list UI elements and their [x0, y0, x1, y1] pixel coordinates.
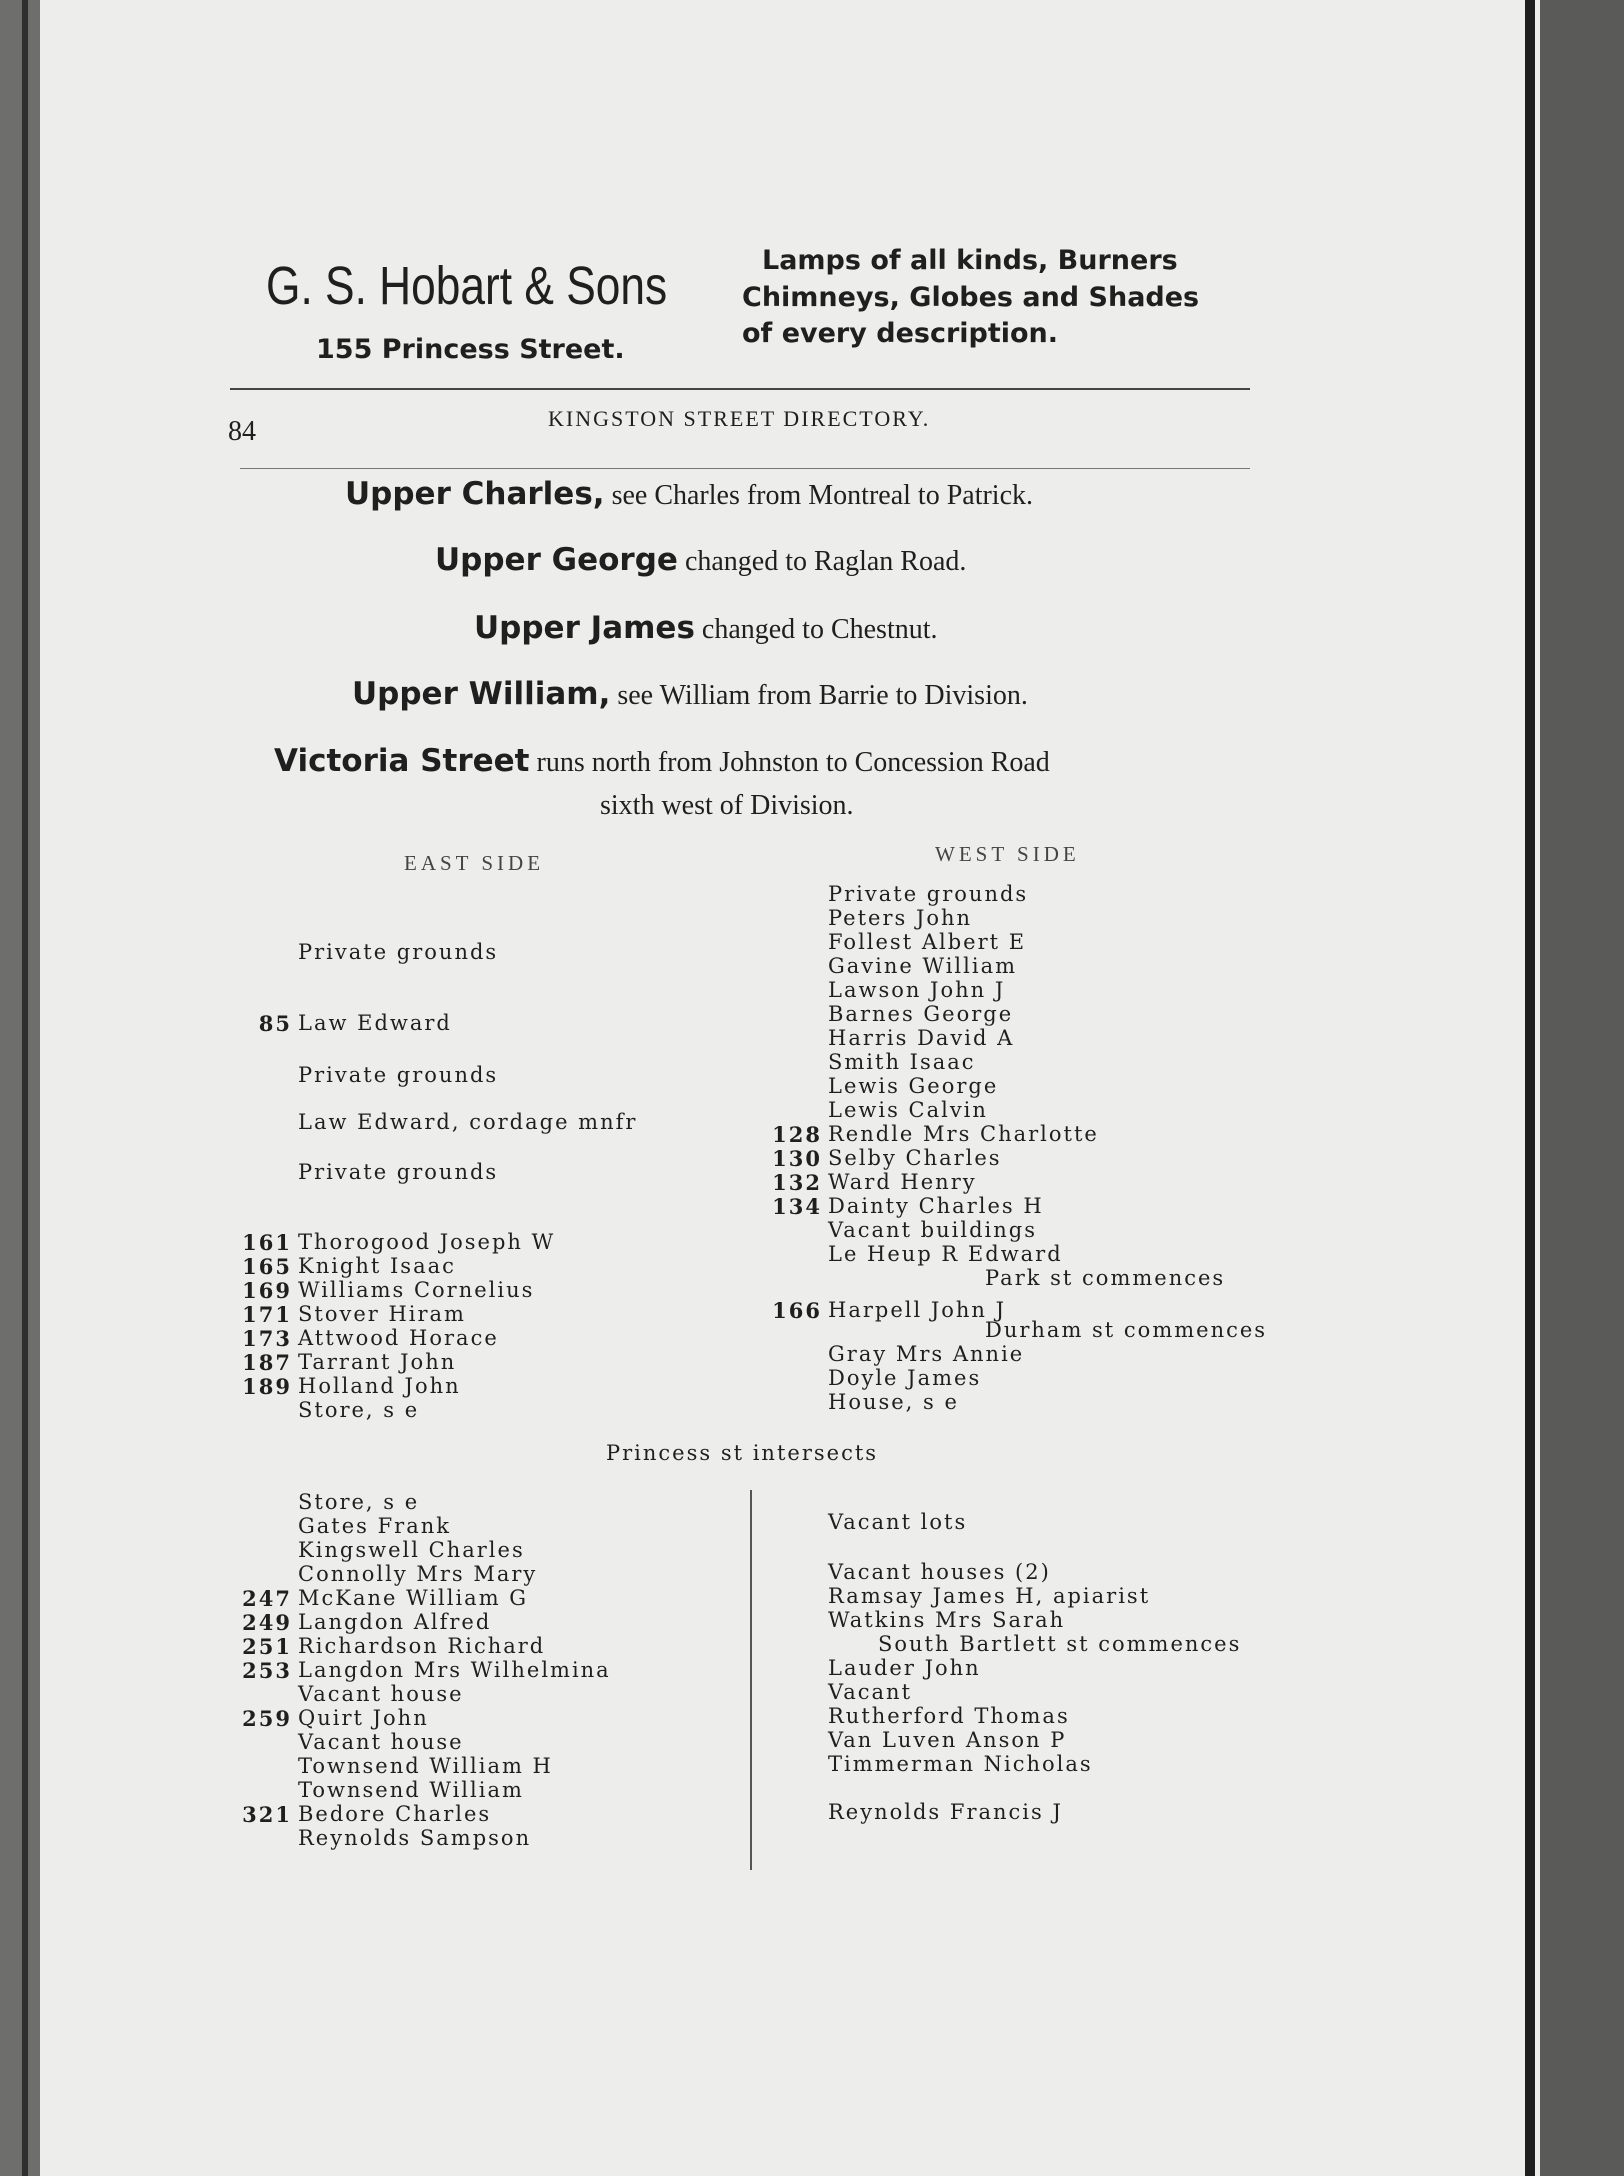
resident-name: Gates Frank: [298, 1514, 451, 1538]
resident-name: Holland John: [298, 1374, 461, 1398]
advert-line-1: Lamps of all kinds, Burners: [762, 245, 1178, 276]
resident-name: Le Heup R Edward: [828, 1242, 1063, 1266]
resident-name: Connolly Mrs Mary: [298, 1562, 538, 1586]
resident-name: Langdon Alfred: [298, 1610, 492, 1634]
street-note: runs north from Johnston to Concession Road: [529, 747, 1050, 778]
house-number: 166: [772, 1298, 822, 1323]
street-name: Upper James: [474, 610, 695, 646]
resident-name: Timmerman Nicholas: [828, 1752, 1093, 1776]
house-number: 130: [772, 1146, 822, 1171]
resident-name: Attwood Horace: [298, 1326, 499, 1350]
intersection-note: Princess st intersects: [606, 1441, 879, 1465]
header-rule: [230, 388, 1250, 390]
page-edge-right: [1540, 0, 1624, 2176]
street-note-continuation: sixth west of Division.: [600, 790, 854, 821]
resident-name: Quirt John: [298, 1706, 429, 1730]
resident-name: Ramsay James H, apiarist: [828, 1584, 1151, 1608]
house-number: 134: [772, 1194, 822, 1219]
resident-name: Harris David A: [828, 1026, 1015, 1050]
resident-name: Vacant house: [298, 1682, 464, 1706]
resident-name: Reynolds Sampson: [298, 1826, 532, 1850]
resident-name: Van Luven Anson P: [828, 1728, 1067, 1752]
page-number: 84: [228, 416, 256, 447]
page-edge-left: [0, 0, 40, 2176]
resident-name: Private grounds: [298, 940, 499, 964]
resident-name: Langdon Mrs Wilhelmina: [298, 1658, 611, 1682]
street-name: Upper Charles,: [345, 476, 605, 512]
resident-name: Rendle Mrs Charlotte: [828, 1122, 1099, 1146]
resident-name: Townsend William H: [298, 1754, 553, 1778]
resident-name: Store, s e: [298, 1398, 420, 1422]
house-number: 161: [242, 1230, 292, 1255]
page-gutter-shadow: [1525, 0, 1535, 2176]
resident-name: Law Edward, cordage mnfr: [298, 1110, 638, 1134]
header-rule-lower: [240, 468, 1250, 469]
resident-name: Vacant houses (2): [828, 1560, 1051, 1584]
west-side-heading: WEST SIDE: [935, 842, 1080, 866]
resident-name: Follest Albert E: [828, 930, 1027, 954]
east-side-heading: EAST SIDE: [404, 851, 545, 875]
street-note: changed to Chestnut.: [694, 614, 938, 645]
house-number: 165: [242, 1254, 292, 1279]
street-name: Upper George: [435, 542, 678, 578]
street-note: see Charles from Montreal to Patrick.: [604, 480, 1034, 511]
house-number: 247: [242, 1586, 292, 1611]
resident-name: Dainty Charles H: [828, 1194, 1044, 1218]
resident-name: Richardson Richard: [298, 1634, 546, 1658]
resident-name: McKane William G: [298, 1586, 529, 1610]
house-number: 321: [242, 1802, 292, 1827]
resident-name: Watkins Mrs Sarah: [828, 1608, 1066, 1632]
house-number: 128: [772, 1122, 822, 1147]
house-number: 251: [242, 1634, 292, 1659]
resident-name: Kingswell Charles: [298, 1538, 525, 1562]
resident-name: Stover Hiram: [298, 1302, 466, 1326]
column-divider: [750, 1490, 752, 1870]
resident-name: Harpell John J: [828, 1298, 1007, 1322]
resident-name: Law Edward: [298, 1011, 452, 1035]
house-number: 171: [242, 1302, 292, 1327]
house-number: 189: [242, 1374, 292, 1399]
resident-name: Peters John: [828, 906, 973, 930]
street-name: Upper William,: [352, 676, 611, 712]
resident-name: Rutherford Thomas: [828, 1704, 1070, 1728]
resident-name: Vacant lots: [828, 1510, 968, 1534]
resident-name: Townsend William: [298, 1778, 524, 1802]
resident-name: Ward Henry: [828, 1170, 977, 1194]
resident-name: Lawson John J: [828, 978, 1006, 1002]
street-entry: [474, 610, 938, 646]
house-number: 249: [242, 1610, 292, 1635]
resident-name: Smith Isaac: [828, 1050, 976, 1074]
advert-address: 155 Princess Street.: [316, 334, 625, 365]
house-number: 85: [258, 1011, 292, 1036]
house-number: 169: [242, 1278, 292, 1303]
resident-name: Doyle James: [828, 1366, 982, 1390]
resident-name: Reynolds Francis J: [828, 1800, 1063, 1824]
resident-name: Knight Isaac: [298, 1254, 456, 1278]
resident-name: Tarrant John: [298, 1350, 457, 1374]
resident-name: Bedore Charles: [298, 1802, 492, 1826]
resident-name: Lewis Calvin: [828, 1098, 988, 1122]
street-commences-note: Durham st commences: [985, 1318, 1268, 1342]
street-entry: [345, 476, 1033, 512]
street-commences-note: South Bartlett st commences: [878, 1632, 1242, 1656]
resident-name: Gavine William: [828, 954, 1018, 978]
resident-name: Selby Charles: [828, 1146, 1002, 1170]
resident-name: Vacant house: [298, 1730, 464, 1754]
street-name: Victoria Street: [274, 743, 530, 779]
street-entry: [352, 676, 1028, 712]
street-entry: [274, 743, 1050, 779]
resident-name: Vacant: [828, 1680, 913, 1704]
resident-name: Lewis George: [828, 1074, 999, 1098]
house-number: 173: [242, 1326, 292, 1351]
resident-name: Vacant buildings: [828, 1218, 1037, 1242]
resident-name: Williams Cornelius: [298, 1278, 535, 1302]
resident-name: Private grounds: [298, 1063, 499, 1087]
resident-name: Lauder John: [828, 1656, 981, 1680]
house-number: 132: [772, 1170, 822, 1195]
street-note: see William from Barrie to Division.: [610, 680, 1028, 711]
resident-name: Gray Mrs Annie: [828, 1342, 1025, 1366]
page-edge-shadow: [22, 0, 28, 2176]
house-number: 259: [242, 1706, 292, 1731]
resident-name: Thorogood Joseph W: [298, 1230, 556, 1254]
resident-name: House, s e: [828, 1390, 959, 1414]
advert-company-name: G. S. Hobart & Sons: [266, 256, 668, 316]
advert-line-2: Chimneys, Globes and Shades: [742, 282, 1200, 313]
street-entry: [435, 542, 966, 578]
street-note: changed to Raglan Road.: [677, 546, 967, 577]
house-number: 253: [242, 1658, 292, 1683]
resident-name: Private grounds: [298, 1160, 499, 1184]
house-number: 187: [242, 1350, 292, 1375]
street-commences-note: Park st commences: [985, 1266, 1226, 1290]
resident-name: Private grounds: [828, 882, 1029, 906]
resident-name: Store, s e: [298, 1490, 420, 1514]
running-title: KINGSTON STREET DIRECTORY.: [548, 406, 931, 431]
advert-line-3: of every description.: [742, 318, 1059, 349]
resident-name: Barnes George: [828, 1002, 1014, 1026]
